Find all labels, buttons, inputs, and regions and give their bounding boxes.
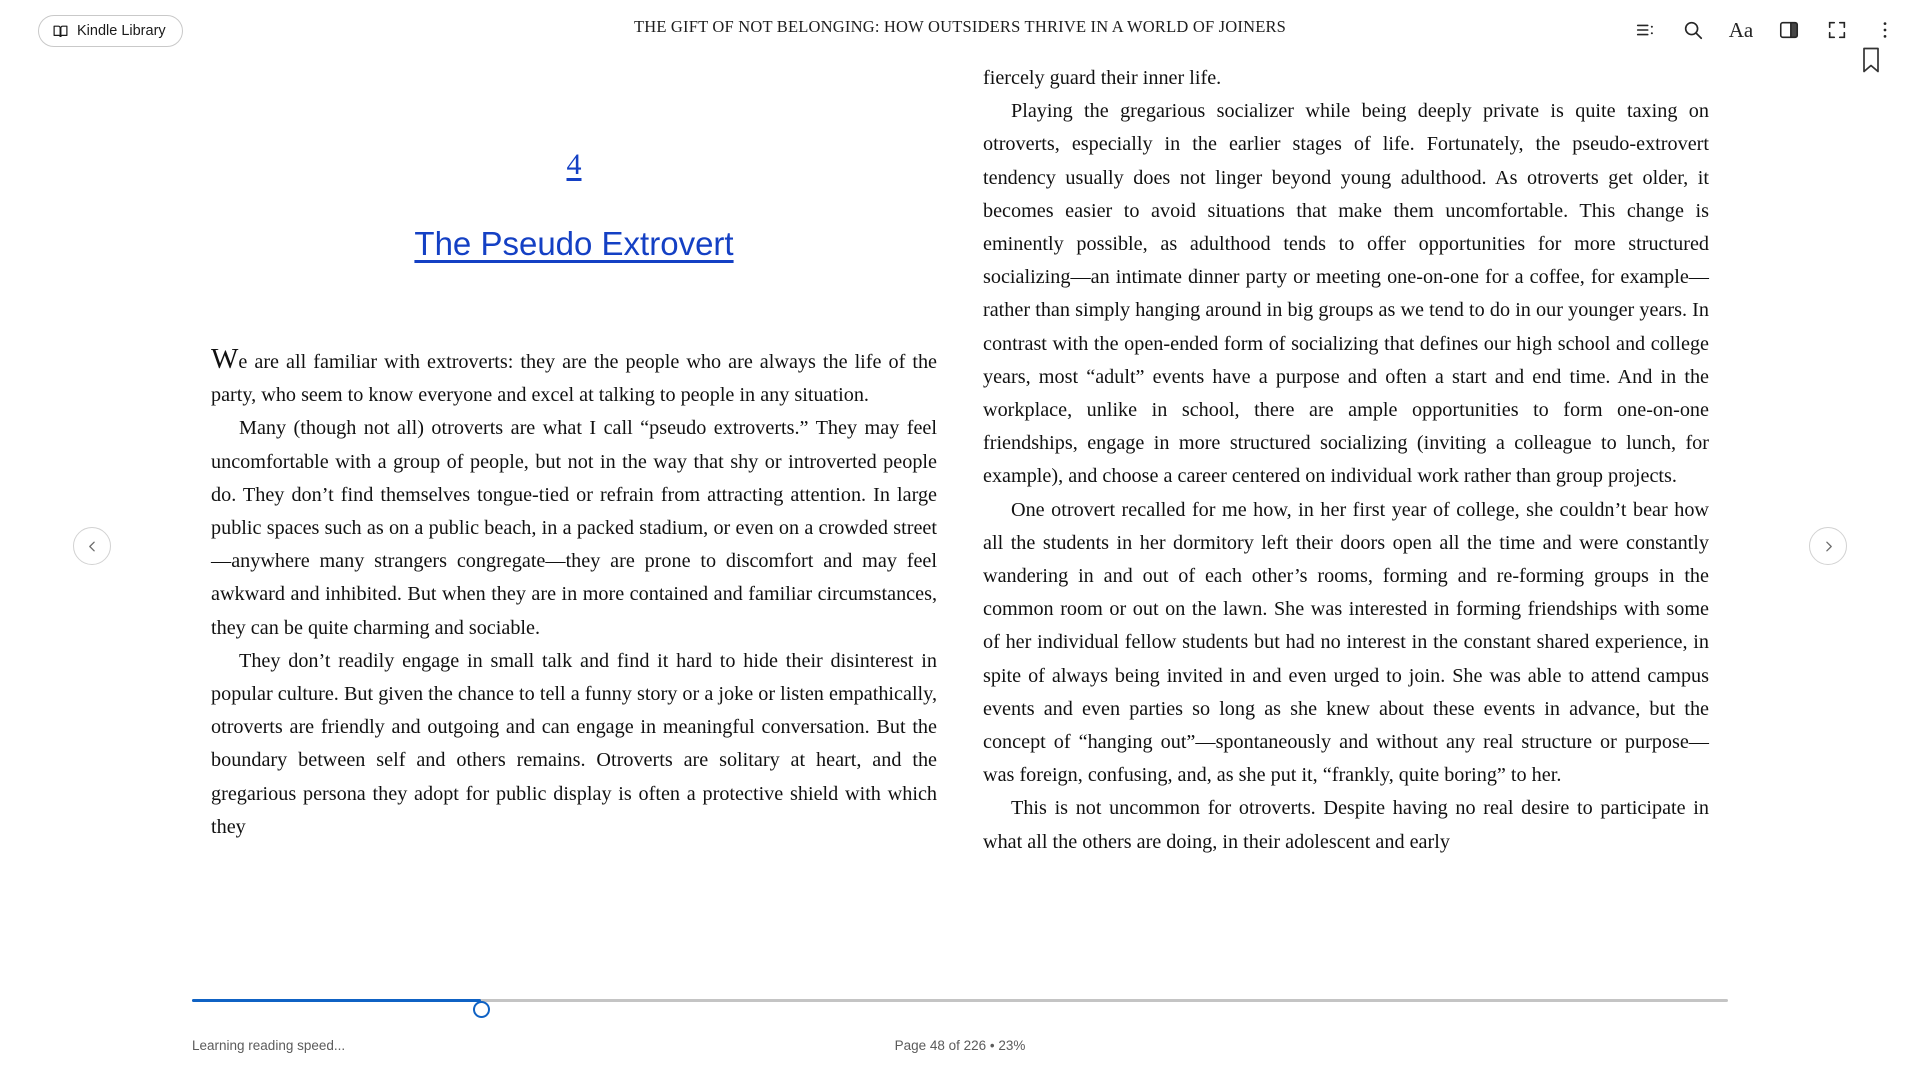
chapter-number[interactable]: 4: [566, 148, 582, 181]
paragraph-text: e are all familiar with extroverts: they are the people who are always the life of the party, who seem to know everyone and excel at talking to people in any situation.: [211, 351, 937, 407]
more-options-icon[interactable]: [1872, 17, 1898, 43]
reading-speed-status: Learning reading speed...: [192, 1038, 346, 1053]
progress-fill: [192, 999, 481, 1002]
paragraph: Many (though not all) otroverts are what I call “pseudo extroverts.” They may feel uncomfortable with a group of people, but not in the way that shy or introverted people do. They don’t find themselves tongue-tied or refrain from attracting attention. In large public spaces such as on a public beach, in a packed stadium, or even on a crowded street—anywhere many strangers congregate—they are prone to discomfort and may feel awkward and inhibited. But when they are in more contained and familiar circumstances, they can be quite charming and sociable.: [211, 417, 937, 639]
paragraph: Playing the gregarious socializer while being deeply private is quite taxing on otroverts, especially in the earlier stages of life. Fortunately, the pseudo-extrovert tendency usually does not linger beyond young adulthood. As otroverts get older, it becomes easier to avoid situations that make them uncomfortable. This change is eminently possible, as adulthood tends to offer opportunities for more structured socializing—an intimate dinner party or meeting one-on-one for a coffee, for example—rather than simply hanging around in big groups as we tend to do in our younger years. In contrast with the open-ended form of socializing that defines our high school and college years, most “adult” events have a purpose and often a start and end time. And in the workplace, unlike in school, there are ample opportunities to form one-on-one friendships, engage in more structured socializing (inviting a colleague to lunch, for example), and choose a career centered on individual work rather than group projects.: [983, 100, 1709, 488]
page-location-label: Page 48 of 226 • 23%: [894, 1038, 1026, 1053]
chapter-title[interactable]: The Pseudo Extrovert: [414, 225, 734, 262]
status-bar: [0, 1038, 1920, 1060]
book-title: THE GIFT OF NOT BELONGING: HOW OUTSIDERS THRIVE IN A WORLD OF JOINERS: [633, 17, 1287, 36]
progress-thumb[interactable]: [473, 1001, 490, 1018]
table-of-contents-icon[interactable]: [1632, 17, 1658, 43]
paragraph: fiercely guard their inner life.: [983, 67, 1222, 89]
paragraph: [211, 343, 937, 412]
book-icon: [52, 23, 69, 40]
page-column-left: [211, 62, 937, 844]
reading-progress[interactable]: [0, 990, 1920, 1010]
font-size-icon[interactable]: Aa: [1728, 17, 1754, 42]
layout-panel-icon[interactable]: [1776, 17, 1802, 43]
kindle-library-label: Kindle Library: [77, 23, 166, 39]
paragraph: This is not uncommon for otroverts. Despite having no real desire to participate in what all the others are doing, in their adolescent and early: [983, 797, 1709, 853]
toolbar-icon-group: [1632, 10, 1898, 50]
fullscreen-icon[interactable]: [1824, 17, 1850, 43]
paragraph: One otrovert recalled for me how, in her first year of college, she couldn’t bear how all the students in her dormitory left their doors open all the time and were constantly wandering in and out of each other’s rooms, forming and re-forming groups in the common room or out on the lawn. She was interested in forming friendships with some of her individual fellow students but had no interest in the constant shared experience, in spite of always being invited in and even urged to join. She was able to attend campus events and even parties so long as she knew about these events in advance, but the concept of “hanging out”—spontaneously and without any real structure or purpose—was foreign, confusing, and, as she put it, “frankly, quite boring” to her.: [983, 498, 1709, 787]
top-toolbar: [0, 0, 1920, 62]
search-icon[interactable]: [1680, 17, 1706, 43]
kindle-library-button[interactable]: [38, 15, 183, 47]
progress-track[interactable]: [192, 999, 1728, 1002]
reading-area: [0, 62, 1920, 972]
page-column-right: [983, 62, 1709, 859]
paragraph: They don’t readily engage in small talk and find it hard to hide their disinterest in popular culture. But given the chance to tell a funny story or a joke or listen empathically, otroverts are friendly and outgoing and can engage in meaningful conversation. But the boundary between self and others remains. Otroverts are solitary at heart, and the gregarious persona they adopt for public display is often a protective shield with which they: [211, 649, 937, 838]
drop-cap: W: [211, 343, 239, 375]
